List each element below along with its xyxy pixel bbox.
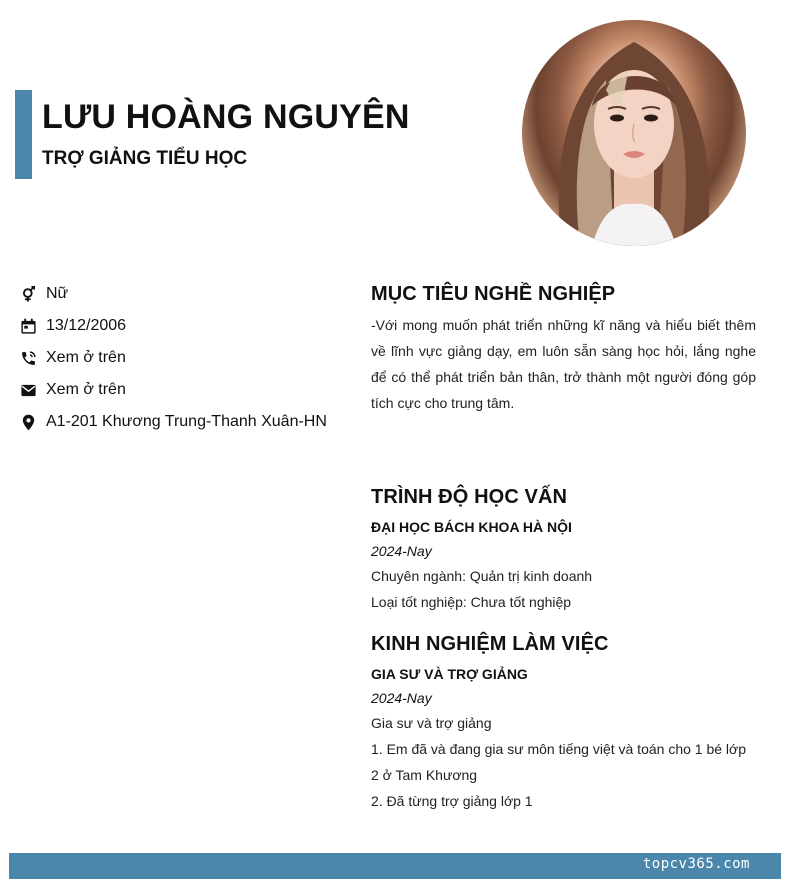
contact-list: [18, 278, 348, 438]
education-title: TRÌNH ĐỘ HỌC VẤN: [371, 486, 568, 508]
location-pin-icon: [18, 412, 38, 432]
contact-gender: [18, 278, 348, 310]
education-grade: Loại tốt nghiệp: Chưa tốt nghiệp: [371, 594, 572, 610]
contact-phone: [18, 342, 348, 374]
contact-email: [18, 374, 348, 406]
phone-text: Xem ở trên: [46, 349, 126, 366]
education-major: Chuyên ngành: Quản trị kinh doanh: [371, 568, 593, 584]
experience-line: Gia sư và trợ giảng: [371, 715, 492, 731]
footer-bar: [9, 853, 781, 879]
experience-period: 2024-Nay: [371, 690, 432, 706]
objective-title: MỤC TIÊU NGHỀ NGHIỆP: [371, 283, 616, 305]
gender-icon: [18, 284, 38, 304]
calendar-icon: [18, 316, 38, 336]
education-school: ĐẠI HỌC BÁCH KHOA HÀ NỘI: [371, 519, 572, 535]
header-accent-bar: [15, 90, 32, 179]
education-section: [371, 486, 756, 615]
experience-line: 2. Đã từng trợ giảng lớp 1: [371, 793, 533, 809]
envelope-icon: [18, 380, 38, 400]
phone-icon: [18, 348, 38, 368]
candidate-name: LƯU HOÀNG NGUYÊN: [42, 98, 410, 136]
gender-text: Nữ: [46, 285, 69, 302]
contact-address: [18, 406, 348, 438]
email-text: Xem ở trên: [46, 381, 126, 398]
experience-role: GIA SƯ VÀ TRỢ GIẢNG: [371, 666, 528, 682]
footer-watermark: topcv365.com: [642, 856, 750, 872]
job-title: TRỢ GIẢNG TIỂU HỌC: [42, 148, 248, 169]
experience-section: [371, 633, 756, 814]
education-period: 2024-Nay: [371, 543, 432, 559]
profile-photo: [522, 20, 746, 246]
contact-birthday: [18, 310, 348, 342]
objective-text: -Với mong muốn phát triển những kĩ năng và hiểu biết thêm về lĩnh vực giảng dạy, em luôn sẵn sàng học hỏi, lắng nghe để có thể phát triển bản thân, trở thành một người đóng góp tích cực cho trung tâm.: [371, 317, 756, 411]
experience-title: KINH NGHIỆM LÀM VIỆC: [371, 633, 609, 655]
birthday-text: 13/12/2006: [46, 317, 127, 334]
portrait-illustration: [522, 20, 746, 246]
objective-section: [371, 283, 756, 416]
experience-line: 1. Em đã và đang gia sư môn tiếng việt và toán cho 1 bé lớp 2 ở Tam Khương: [371, 741, 746, 783]
address-text: A1-201 Khương Trung-Thanh Xuân-HN: [46, 413, 327, 430]
